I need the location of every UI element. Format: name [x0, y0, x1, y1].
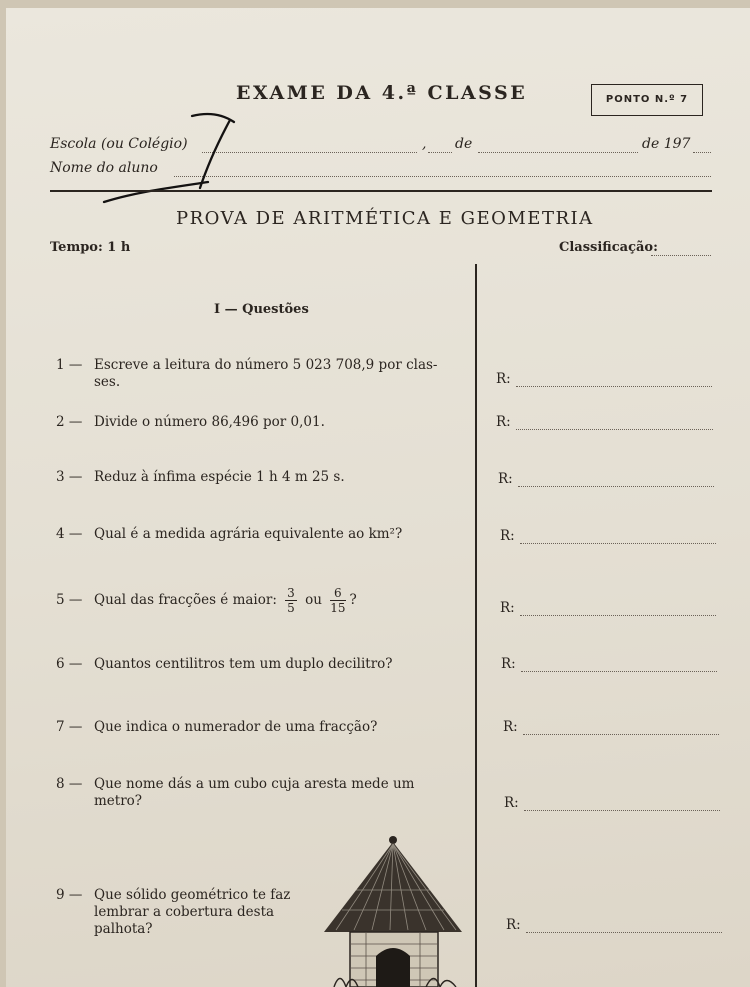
date-separator-comma: ,: [422, 136, 427, 152]
question-8: 8 — Que nome dás a um cubo cuja aresta mede um metro?: [56, 776, 415, 809]
prova-title: PROVA DE ARITMÉTICA E GEOMETRIA: [176, 208, 594, 229]
answer-field-8[interactable]: [524, 809, 720, 811]
answer-label-2: R:: [496, 414, 511, 430]
question-4: 4 — Qual é a medida agrária equivalente ao km²?: [56, 526, 403, 542]
answer-label-3: R:: [498, 471, 513, 487]
tempo-label: Tempo: 1 h: [50, 240, 131, 255]
answer-field-3[interactable]: [518, 485, 714, 487]
date-de-2: de 197: [642, 136, 691, 152]
answer-field-7[interactable]: [523, 733, 719, 735]
exam-title: EXAME DA 4.ª CLASSE: [236, 82, 528, 104]
question-3: 3 — Reduz à ínfima espécie 1 h 4 m 25 s.: [56, 469, 345, 485]
pen-arrow-mark: [96, 106, 246, 216]
question-6: 6 — Quantos centilitros tem um duplo decilitro?: [56, 656, 393, 672]
year-field[interactable]: [693, 151, 711, 153]
answer-field-1[interactable]: [516, 385, 712, 387]
question-2: 2 — Divide o número 86,496 por 0,01.: [56, 414, 325, 430]
fraction-3-5: $\frac{3}{5}$: [287, 586, 295, 615]
section-heading: I — Questões: [214, 302, 309, 317]
question-9: 9 — Que sólido geométrico te faz lembrar a cobertura desta palhota?: [56, 887, 291, 937]
question-7: 7 — Que indica o numerador de uma fracção?: [56, 719, 378, 735]
answer-field-9[interactable]: [526, 931, 722, 933]
answer-label-6: R:: [501, 656, 516, 672]
escola-label: Escola (ou Colégio): [50, 136, 188, 152]
nome-label: Nome do aluno: [50, 160, 158, 176]
classificacao-label: Classificação:: [559, 240, 658, 255]
day-field[interactable]: [428, 151, 452, 153]
header-divider: [50, 190, 712, 192]
answer-label-1: R:: [496, 371, 511, 387]
answer-label-7: R:: [503, 719, 518, 735]
fraction-6-15: $\frac{6}{15}$: [330, 586, 346, 615]
month-field[interactable]: [478, 151, 638, 153]
answer-label-5: R:: [500, 600, 515, 616]
answer-label-8: R:: [504, 795, 519, 811]
nome-field[interactable]: [174, 175, 711, 177]
answer-label-4: R:: [500, 528, 515, 544]
answer-field-6[interactable]: [521, 670, 717, 672]
exam-paper: [6, 8, 750, 987]
hut-illustration: [316, 830, 466, 987]
column-divider: [475, 264, 477, 987]
answer-field-2[interactable]: [516, 428, 713, 430]
answer-label-9: R:: [506, 917, 521, 933]
answer-field-5[interactable]: [520, 614, 716, 616]
question-1: 1 — Escreve a leitura do número 5 023 708,9 por clas- ses.: [56, 357, 438, 390]
date-de-1: de: [455, 136, 473, 152]
classificacao-field[interactable]: [651, 254, 711, 256]
answer-field-4[interactable]: [520, 542, 716, 544]
ponto-box: PONTO N.º 7: [591, 84, 703, 116]
question-5: 5 — Qual das fracções é maior: $\frac{3}{5}$ ou $\frac{6}{15}$ ?: [56, 586, 357, 615]
